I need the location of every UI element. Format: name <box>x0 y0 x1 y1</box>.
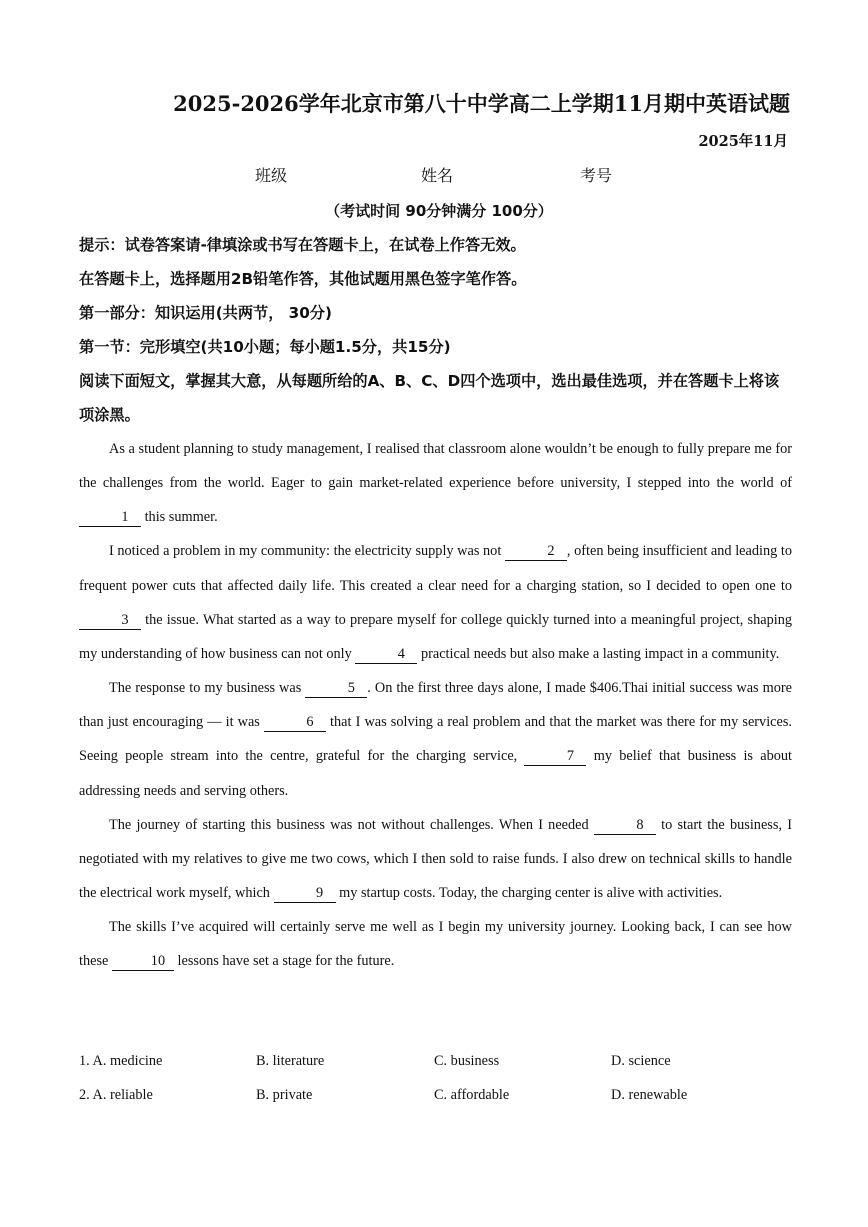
subsection-heading: 第一节：完形填空(共10小题；每小题1.5分，共15分) <box>79 338 451 356</box>
question-options-1 <box>79 1053 792 1073</box>
blank-3: 3 <box>79 611 141 630</box>
reading-directions: 阅读下面短文，掌握其大意，从每题所给的A、B、C、D四个选项中，选出最佳选项，并在答题卡上将该项涂黑。 <box>79 372 780 424</box>
blank-6: 6 <box>264 713 326 732</box>
option-c: C. affordable <box>434 1087 510 1103</box>
class-label: 班级 <box>255 166 288 185</box>
exam-time-note: （考试时间 90分钟满分 100分） <box>325 202 553 220</box>
blank-7: 7 <box>524 747 586 766</box>
option-d: D. science <box>611 1053 671 1069</box>
option-d: D. renewable <box>611 1087 688 1103</box>
blank-9: 9 <box>274 884 336 903</box>
option-b: B. literature <box>256 1053 325 1069</box>
blank-1: 1 <box>79 508 141 527</box>
passage-paragraph: The journey of starting this business was not without challenges. When I needed 8 to start the business, I negotiated with my relatives to give me two cows, which I then sold to raise funds. I also drew on technical skills to handle the electrical work myself, which 9 my startup costs. Today, the charging center is alive with activities. <box>79 816 792 902</box>
student-info-fields <box>0 163 868 187</box>
blank-8: 8 <box>594 816 656 835</box>
passage-paragraph: I noticed a problem in my community: the electricity supply was not 2 , often being insufficient and leading to frequent power cuts that affected daily life. This created a clear need for a charging station, so I decided to open one to 3 the issue. What started as a way to prepare myself for college quickly turned into a meaningful project, shaping my understanding of how business can not only 4 practical needs but also make a lasting impact in a community. <box>79 543 793 662</box>
passage-paragraph: As a student planning to study management, I realised that classroom alone wouldn’t be enough to fully prepare me for the challenges from the world. Eager to gain market-related experience before university, I stepped into the world of 1 this summer. <box>79 441 792 526</box>
name-label: 姓名 <box>421 166 454 185</box>
blank-5: 5 <box>305 679 367 698</box>
blank-4: 4 <box>355 645 417 664</box>
instruction-line: 提示：试卷答案请-律填涂或书写在答题卡上，在试卷上作答无效。 <box>79 236 526 254</box>
option-b: B. private <box>256 1087 313 1103</box>
section-heading: 第一部分：知识运用(共两节， 30分) <box>79 304 332 322</box>
instruction-line: 在答题卡上，选择题用2B铅笔作答，其他试题用黑色签字笔作答。 <box>79 270 527 288</box>
option-a: 2. A. reliable <box>79 1087 153 1103</box>
passage-paragraph: The skills I’ve acquired will certainly serve me well as I begin my university journey. Looking back, I can see how these 10 lessons have set a stage for the future. <box>79 919 792 970</box>
passage-paragraph: The response to my business was 5 . On the first three days alone, I made $406.Thai initial success was more than just encouraging — it was 6 that I was solving a real problem and that the market was there for my services. Seeing people stream into the centre, grateful for the charging service, 7 my belief that business is about addressing needs and serving others. <box>79 680 792 799</box>
question-options-2 <box>79 1087 792 1107</box>
exam-number-label: 考号 <box>580 166 613 185</box>
cloze-passage <box>79 432 792 979</box>
page-title: 2025-2026学年北京市第八十中学高二上学期11月期中英语试题 <box>173 91 790 116</box>
option-a: 1. A. medicine <box>79 1053 163 1069</box>
blank-10: 10 <box>112 952 174 971</box>
blank-2: 2 <box>505 542 567 561</box>
option-c: C. business <box>434 1053 500 1069</box>
exam-date: 2025年11月 <box>698 133 788 150</box>
